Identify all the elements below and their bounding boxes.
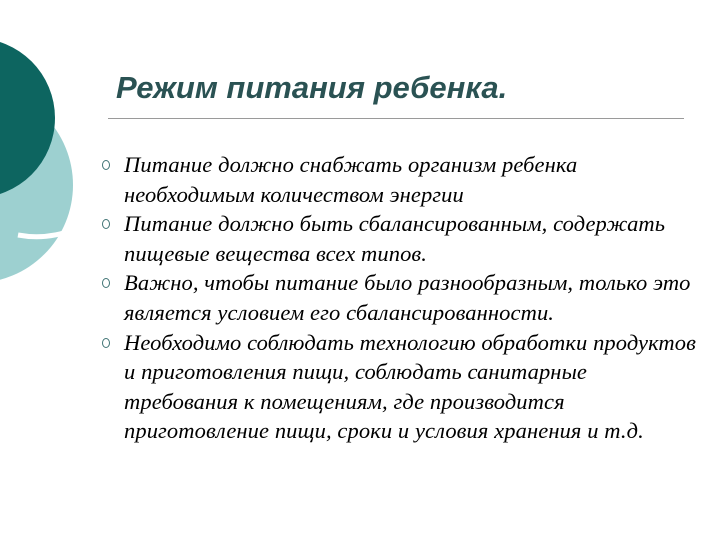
bullet-list bbox=[102, 150, 702, 446]
bullet-circle-icon bbox=[102, 219, 110, 229]
list-item bbox=[102, 209, 702, 268]
slide-title: Режим питания ребенка. bbox=[116, 70, 508, 105]
title-divider bbox=[108, 118, 684, 119]
bullet-text: Питание должно быть сбалансированным, содержать пищевые вещества всех типов. bbox=[124, 211, 666, 266]
bullet-circle-icon bbox=[102, 278, 110, 288]
bullet-text: Питание должно снабжать организм ребенка необходимым количеством энергии bbox=[124, 152, 578, 207]
bullet-circle-icon bbox=[102, 338, 110, 348]
list-item bbox=[102, 268, 702, 327]
bullet-text: Необходимо соблюдать технологию обработки продуктов и приготовления пищи, соблюдать санитарные требования к помещениям, где производится приготовление пищи, сроки и условия хранения и т.д. bbox=[124, 329, 696, 444]
bullet-text: Важно, чтобы питание было разнообразным, только это является условием его сбалансированности. bbox=[124, 270, 691, 325]
bullet-circle-icon bbox=[102, 160, 110, 170]
list-item bbox=[102, 328, 702, 446]
list-item bbox=[102, 150, 702, 209]
